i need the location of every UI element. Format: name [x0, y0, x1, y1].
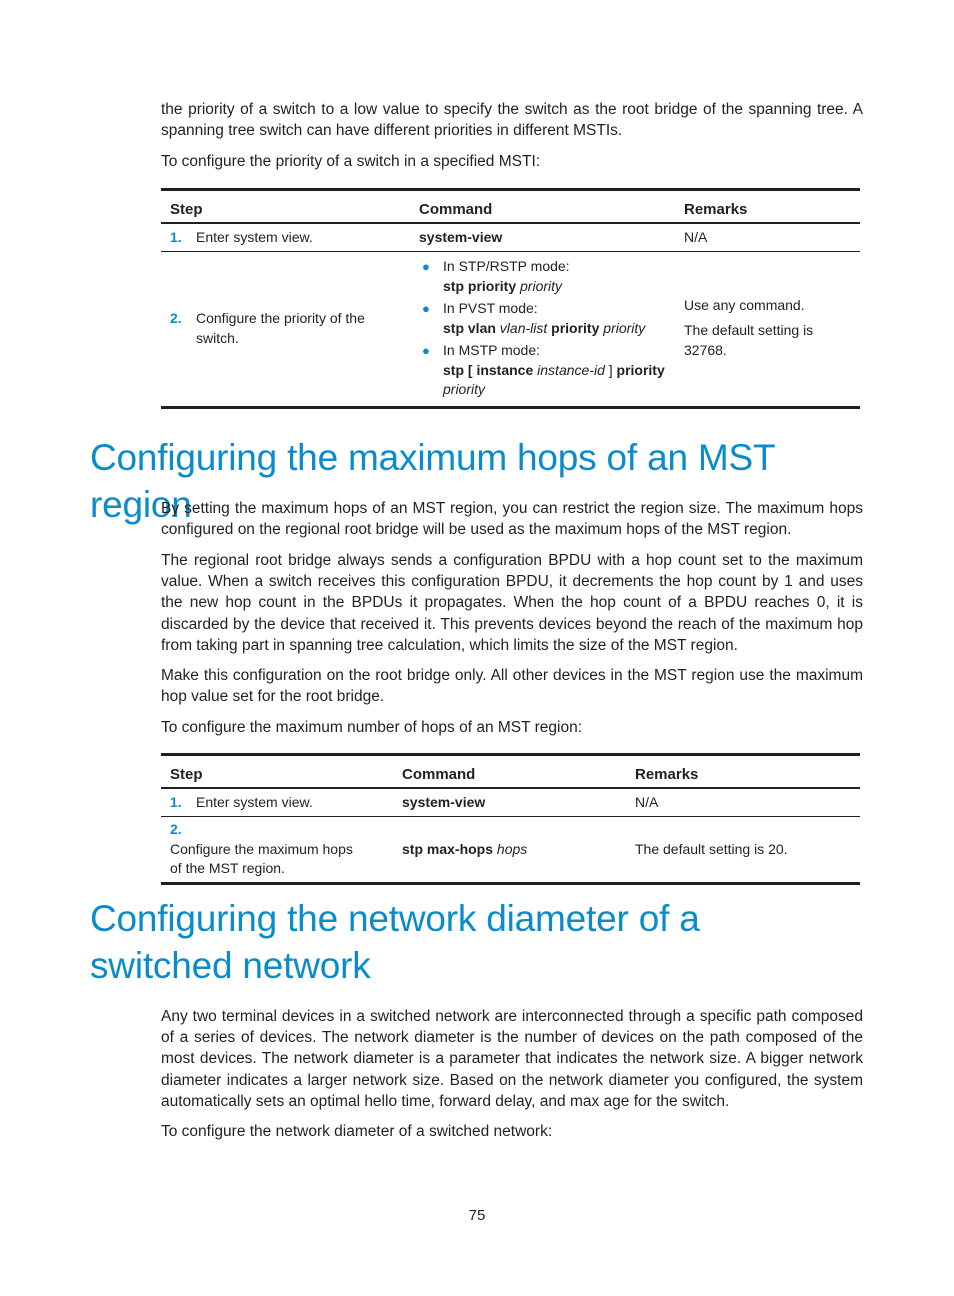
command-keyword: system-view [419, 228, 503, 245]
body-paragraph: The regional root bridge always sends a configuration BPDU with a hop count set to the maximum value. When a switch receives this configuration BPDU, it decrements the hop count by 1 and uses the new hop count in the BPDUs it propagates. When the hop count of a BPDU reaches 0, it is discarded by the device that received it. This prevents devices beyond the reach of the maximum hop from taking part in spanning tree calculation, which limits the size of the MST region. [161, 552, 863, 654]
list-item [419, 257, 667, 296]
command-argument: priority [520, 277, 563, 294]
list-item [419, 341, 667, 400]
step-cell [161, 223, 410, 252]
command-keyword: stp max-hops [402, 840, 494, 857]
body-paragraph: By setting the maximum hops of an MST region, you can restrict the region size. The maximum hops configured on the regional root bridge will be used as the maximum hops of the MST region. [161, 500, 863, 539]
command-argument: priority [603, 319, 646, 336]
header-remarks: Remarks [675, 190, 860, 223]
remark-cell: N/A [675, 223, 860, 252]
table-header-row [161, 190, 860, 223]
bullet-icon: ● [422, 343, 430, 358]
step-number: 1. [170, 228, 182, 245]
command-keyword: system-view [402, 793, 486, 810]
command-cell [410, 223, 675, 252]
command-cell [393, 788, 626, 817]
header-remarks: Remarks [626, 755, 860, 788]
command-argument: hops [496, 840, 528, 857]
command-argument: instance-id [537, 361, 605, 378]
mode-label: In MSTP mode: [443, 342, 541, 358]
step-text: Enter system view. [196, 793, 313, 810]
header-command: Command [410, 190, 675, 223]
command-keyword: stp priority [443, 277, 517, 294]
command-keyword: priority [551, 319, 600, 336]
header-step: Step [161, 755, 393, 788]
command-cell [410, 252, 675, 408]
page-number: 75 [468, 1207, 486, 1224]
step-number: 2. [170, 310, 182, 327]
bullet-icon: ● [422, 301, 430, 316]
max-hops-command-table [161, 753, 860, 885]
command-list [419, 257, 667, 400]
step-text: Configure the priority of the switch. [196, 310, 365, 346]
step-text: Configure the maximum hops of the MST region. [170, 840, 353, 876]
step-text: Enter system view. [196, 228, 313, 245]
command-keyword: instance [476, 361, 534, 378]
table-row [161, 788, 860, 817]
remark-cell: N/A [626, 788, 860, 817]
bullet-icon: ● [422, 259, 430, 274]
step-number: 1. [170, 793, 182, 810]
body-paragraph: Make this configuration on the root bridge only. All other devices in the MST region use the maximum hop value set for the root bridge. [161, 667, 863, 706]
remark-line: Use any command. [684, 296, 805, 313]
mode-label: In STP/RSTP mode: [443, 258, 570, 274]
command-keyword: stp [ [443, 361, 473, 378]
table-row [161, 223, 860, 252]
priority-command-table [161, 188, 860, 409]
remark-cell: The default setting is 20. [626, 817, 860, 884]
step-number: 2. [170, 821, 182, 837]
section-heading: Configuring the network diameter of a switched network [90, 898, 700, 986]
list-item [419, 299, 667, 338]
table-row [161, 252, 860, 408]
mode-label: In PVST mode: [443, 300, 538, 316]
remark-cell [675, 252, 860, 408]
command-bracket: ] [608, 361, 613, 378]
command-keyword: priority [616, 361, 665, 378]
command-cell [393, 817, 626, 884]
intro-paragraph: the priority of a switch to a low value to specify the switch as the root bridge of the spanning tree. A spanning tree switch can have different priorities in different MSTIs. [161, 101, 863, 140]
table-row [161, 817, 860, 884]
command-keyword: stp vlan [443, 319, 496, 336]
intro-lead-in: To configure the priority of a switch in a specified MSTI: [161, 153, 541, 170]
command-argument: vlan-list [499, 319, 548, 336]
section-heading: Configuring the maximum hops of an MST region [90, 437, 775, 525]
header-command: Command [393, 755, 626, 788]
command-argument: priority [443, 381, 486, 397]
header-step: Step [161, 190, 410, 223]
remark-line: The default setting is 32768. [684, 322, 814, 358]
step-cell [161, 817, 393, 884]
table-header-row [161, 755, 860, 788]
step-cell [161, 788, 393, 817]
body-paragraph: To configure the maximum number of hops of an MST region: [161, 719, 583, 736]
body-paragraph: Any two terminal devices in a switched network are interconnected through a specific path composed of a series of devices. The network diameter is the number of devices on the path composed of the most devices. The network diameter is a parameter that indicates the network size. A bigger network diameter indicates a larger network size. Based on the network diameter you configured, the system automatically sets an optimal hello time, forward delay, and max age for the switch. [161, 1008, 863, 1110]
body-paragraph: To configure the network diameter of a switched network: [161, 1123, 553, 1140]
step-cell [161, 252, 410, 408]
